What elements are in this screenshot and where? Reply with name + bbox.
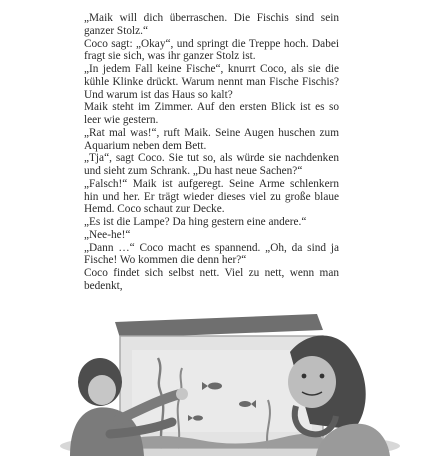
paragraph: „Tja“, sagt Coco. Sie tut so, als würde sie nachdenken und sieht zum Schrank. „Du hast neue Sachen?“ bbox=[84, 152, 339, 177]
paragraph: „Dann …“ Coco macht es spannend. „Oh, da sind ja Fische! Wo kommen die denn her?“ bbox=[84, 241, 339, 267]
paragraph: „Nee-he!“ bbox=[84, 228, 131, 241]
story-text bbox=[84, 12, 339, 293]
paragraph: Coco findet sich selbst nett. Viel zu nett, wenn man bedenkt, bbox=[84, 267, 339, 292]
paragraph: „Rat mal was!“, ruft Maik. Seine Augen huschen zum Aquarium neben dem Bett. bbox=[84, 126, 339, 152]
paragraph: „Falsch!“ Maik ist aufgeregt. Seine Arme schlenkern hin und her. Er trägt wieder dieses viel zu große blaue Hemd. Coco schaut zur Decke. bbox=[84, 177, 339, 216]
aquarium-lid bbox=[115, 314, 323, 338]
paragraph: „Es ist die Lampe? Da hing gestern eine andere.“ bbox=[84, 216, 307, 228]
paragraph: Coco sagt: „Okay“, und springt die Treppe hoch. Dabei fragt sie sich, was ihr ganzer Stolz ist. bbox=[84, 37, 339, 63]
paragraph: „Maik will dich überraschen. Die Fischis sind sein ganzer Stolz.“ bbox=[84, 12, 339, 37]
paragraph: „In jedem Fall keine Fische“, knurrt Coco, als sie die kühle Klinke drückt. Warum nennt man Fische Fischis? Und warum ist das Haus so kalt? bbox=[84, 63, 339, 101]
aquarium-illustration bbox=[40, 300, 400, 456]
paragraph: Maik steht im Zimmer. Auf den ersten Blick ist es so leer wie gestern. bbox=[84, 101, 339, 126]
